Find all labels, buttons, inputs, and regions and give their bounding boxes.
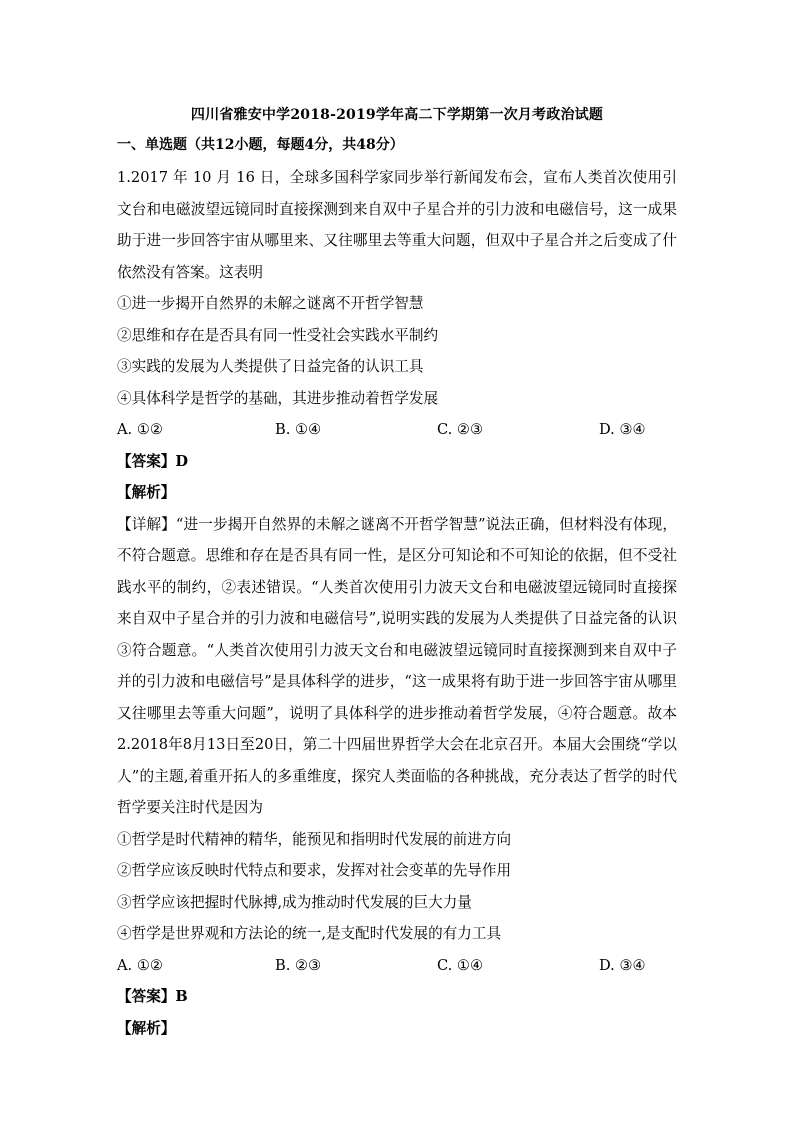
q1-detail-line: 又往哪里去等重大问题”，说明了具体科学的进步推动着哲学发展，④符合题意。故本 [117,704,677,722]
q1-detail-line: 不符合题意。思维和存在是否具有同一性，是区分可知论和不可知论的依据，但不受社 [117,547,677,564]
q2-answer: 【答案】B [117,988,188,1005]
q2-option-c: C. ①④ [437,956,484,974]
q2-option-b: B. ②③ [275,956,322,974]
questions-body [117,162,677,1044]
q2-item: ②哲学应该反映时代特点和要求，发挥对社会变革的先导作用 [117,862,512,879]
q1-item: ④具体科学是哲学的基础，其进步推动着哲学发展 [117,389,439,407]
q1-item: ③实践的发展为人类提供了日益完备的认识工具 [117,358,424,375]
q2-stem-line: 人”的主题,着重开拓人的多重维度，探究人类面临的各种挑战，充分表达了哲学的时代 [117,767,677,785]
q1-options [117,414,677,446]
q1-detail-line: 【详解】“进一步揭开自然界的未解之谜离不开哲学智慧”说法正确，但材料没有体现， [117,515,677,533]
q2-option-a: A. ①② [117,956,163,974]
q2-item: ③哲学应该把握时代脉搏,成为推动时代发展的巨大力量 [117,893,472,911]
q1-answer: 【答案】D [117,452,189,470]
q1-stem-line: 依然没有答案。这表明 [117,263,263,281]
q1-stem-line: 文台和电磁波望远镜同时直接探测到来自双中子星合并的引力波和电磁信号，这一成果 [117,200,677,218]
page-title: 四川省雅安中学2018-2019学年高二下学期第一次月考政治试题 [190,107,604,123]
q1-option-c: C. ②③ [437,421,484,438]
q1-detail-line: 来自双中子星合并的引力波和电磁信号”,说明实践的发展为人类提供了日益完备的认识 [117,610,677,627]
section-heading: 一、单选题（共12小题，每题4分，共48分） [117,137,404,153]
q1-detail-line: ③符合题意。“人类首次使用引力波天文台和电磁波望远镜同时直接探测到来自双中子 [117,641,677,659]
q1-option-a: A. ①② [117,421,163,438]
q2-item: ①哲学是时代精神的精华，能预见和指明时代发展的前进方向 [117,830,512,848]
q2-analysis-label: 【解析】 [117,1019,176,1037]
q2-stem-line: 哲学要关注时代是因为 [117,799,263,816]
q2-options [117,950,677,982]
q1-item: ②思维和存在是否具有同一性受社会实践水平制约 [117,326,439,344]
q1-stem-line: 助于进一步回答宇宙从哪里来、又往哪里去等重大问题，但双中子星合并之后变成了什 [117,232,677,249]
q1-analysis-label: 【解析】 [117,484,176,501]
q1-item: ①进一步揭开自然界的未解之谜离不开哲学智慧 [117,295,424,312]
q1-stem-line: 1.2017 年 10 月 16 日，全球多国科学家同步举行新闻发布会，宣布人类首次使用引 [117,169,677,186]
q2-option-d: D. ③④ [599,956,646,974]
q1-option-d: D. ③④ [599,421,646,438]
q1-option-b: B. ①④ [275,421,322,438]
q2-item: ④哲学是世界观和方法论的统一,是支配时代发展的有力工具 [117,925,502,942]
q1-detail-line: 并的引力波和电磁信号”是具体科学的进步，“这一成果将有助于进一步回答宇宙从哪里 [117,673,677,690]
q1-detail-line: 践水平的制约，②表述错误。“人类首次使用引力波天文台和电磁波望远镜同时直接探 [117,578,677,596]
q2-stem-line: 2.2018年8月13日至20日，第二十四届世界哲学大会在北京召开。本届大会围绕“学以 [117,736,677,753]
